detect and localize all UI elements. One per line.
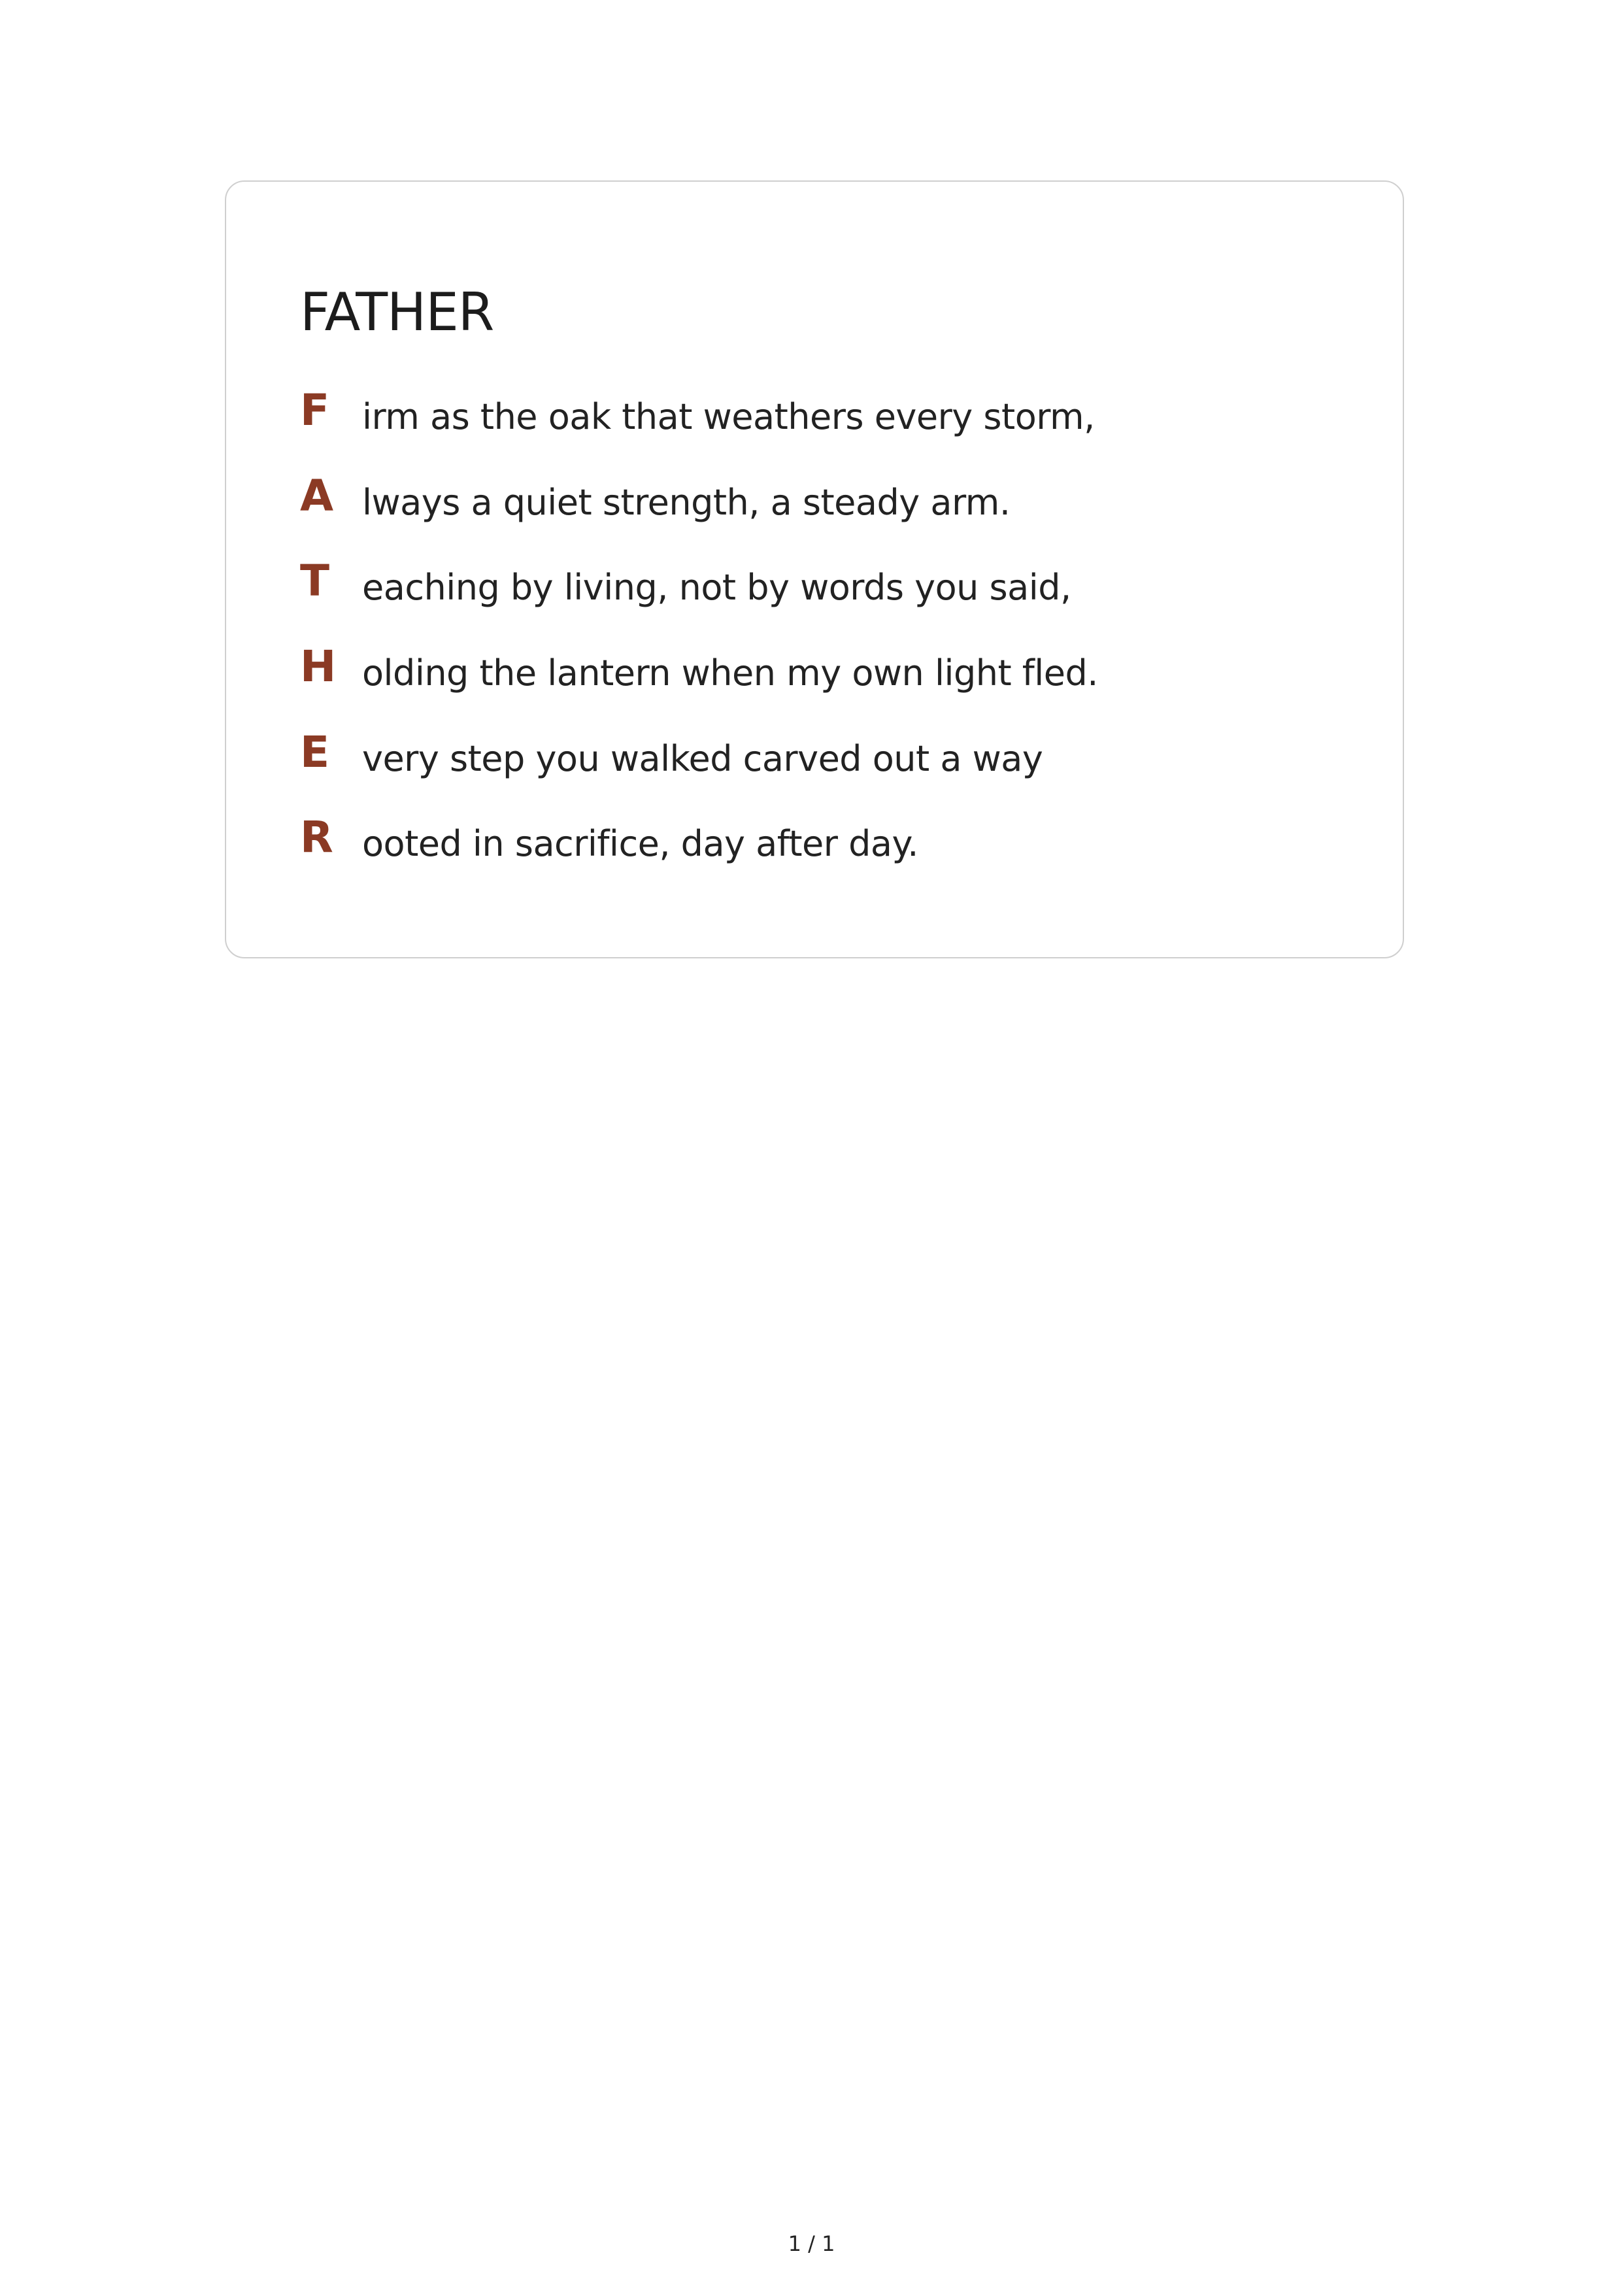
poem-line [300, 726, 1346, 785]
line-text: irm as the oak that weathers every storm, [362, 396, 1095, 437]
line-text: very step you walked carved out a way [362, 738, 1043, 779]
poem-line [300, 811, 1346, 870]
acrostic-initial: H [300, 641, 337, 692]
line-text: eaching by living, not by words you said, [362, 567, 1071, 608]
acrostic-initial: R [300, 812, 333, 862]
line-text: olding the lantern when my own light fled. [362, 652, 1098, 694]
poem-title: FATHER [300, 282, 494, 343]
poem-line [300, 641, 1346, 700]
poem-line [300, 555, 1346, 614]
page-number: 1 / 1 [788, 2231, 835, 2256]
acrostic-initial: T [300, 556, 330, 606]
line-text: ooted in sacrifice, day after day. [362, 823, 918, 864]
acrostic-initial: E [300, 727, 330, 777]
poem-line [300, 470, 1346, 529]
poem-line [300, 384, 1346, 443]
acrostic-initial: F [300, 385, 330, 435]
acrostic-initial: A [300, 471, 334, 521]
line-text: lways a quiet strength, a steady arm. [362, 482, 1011, 523]
